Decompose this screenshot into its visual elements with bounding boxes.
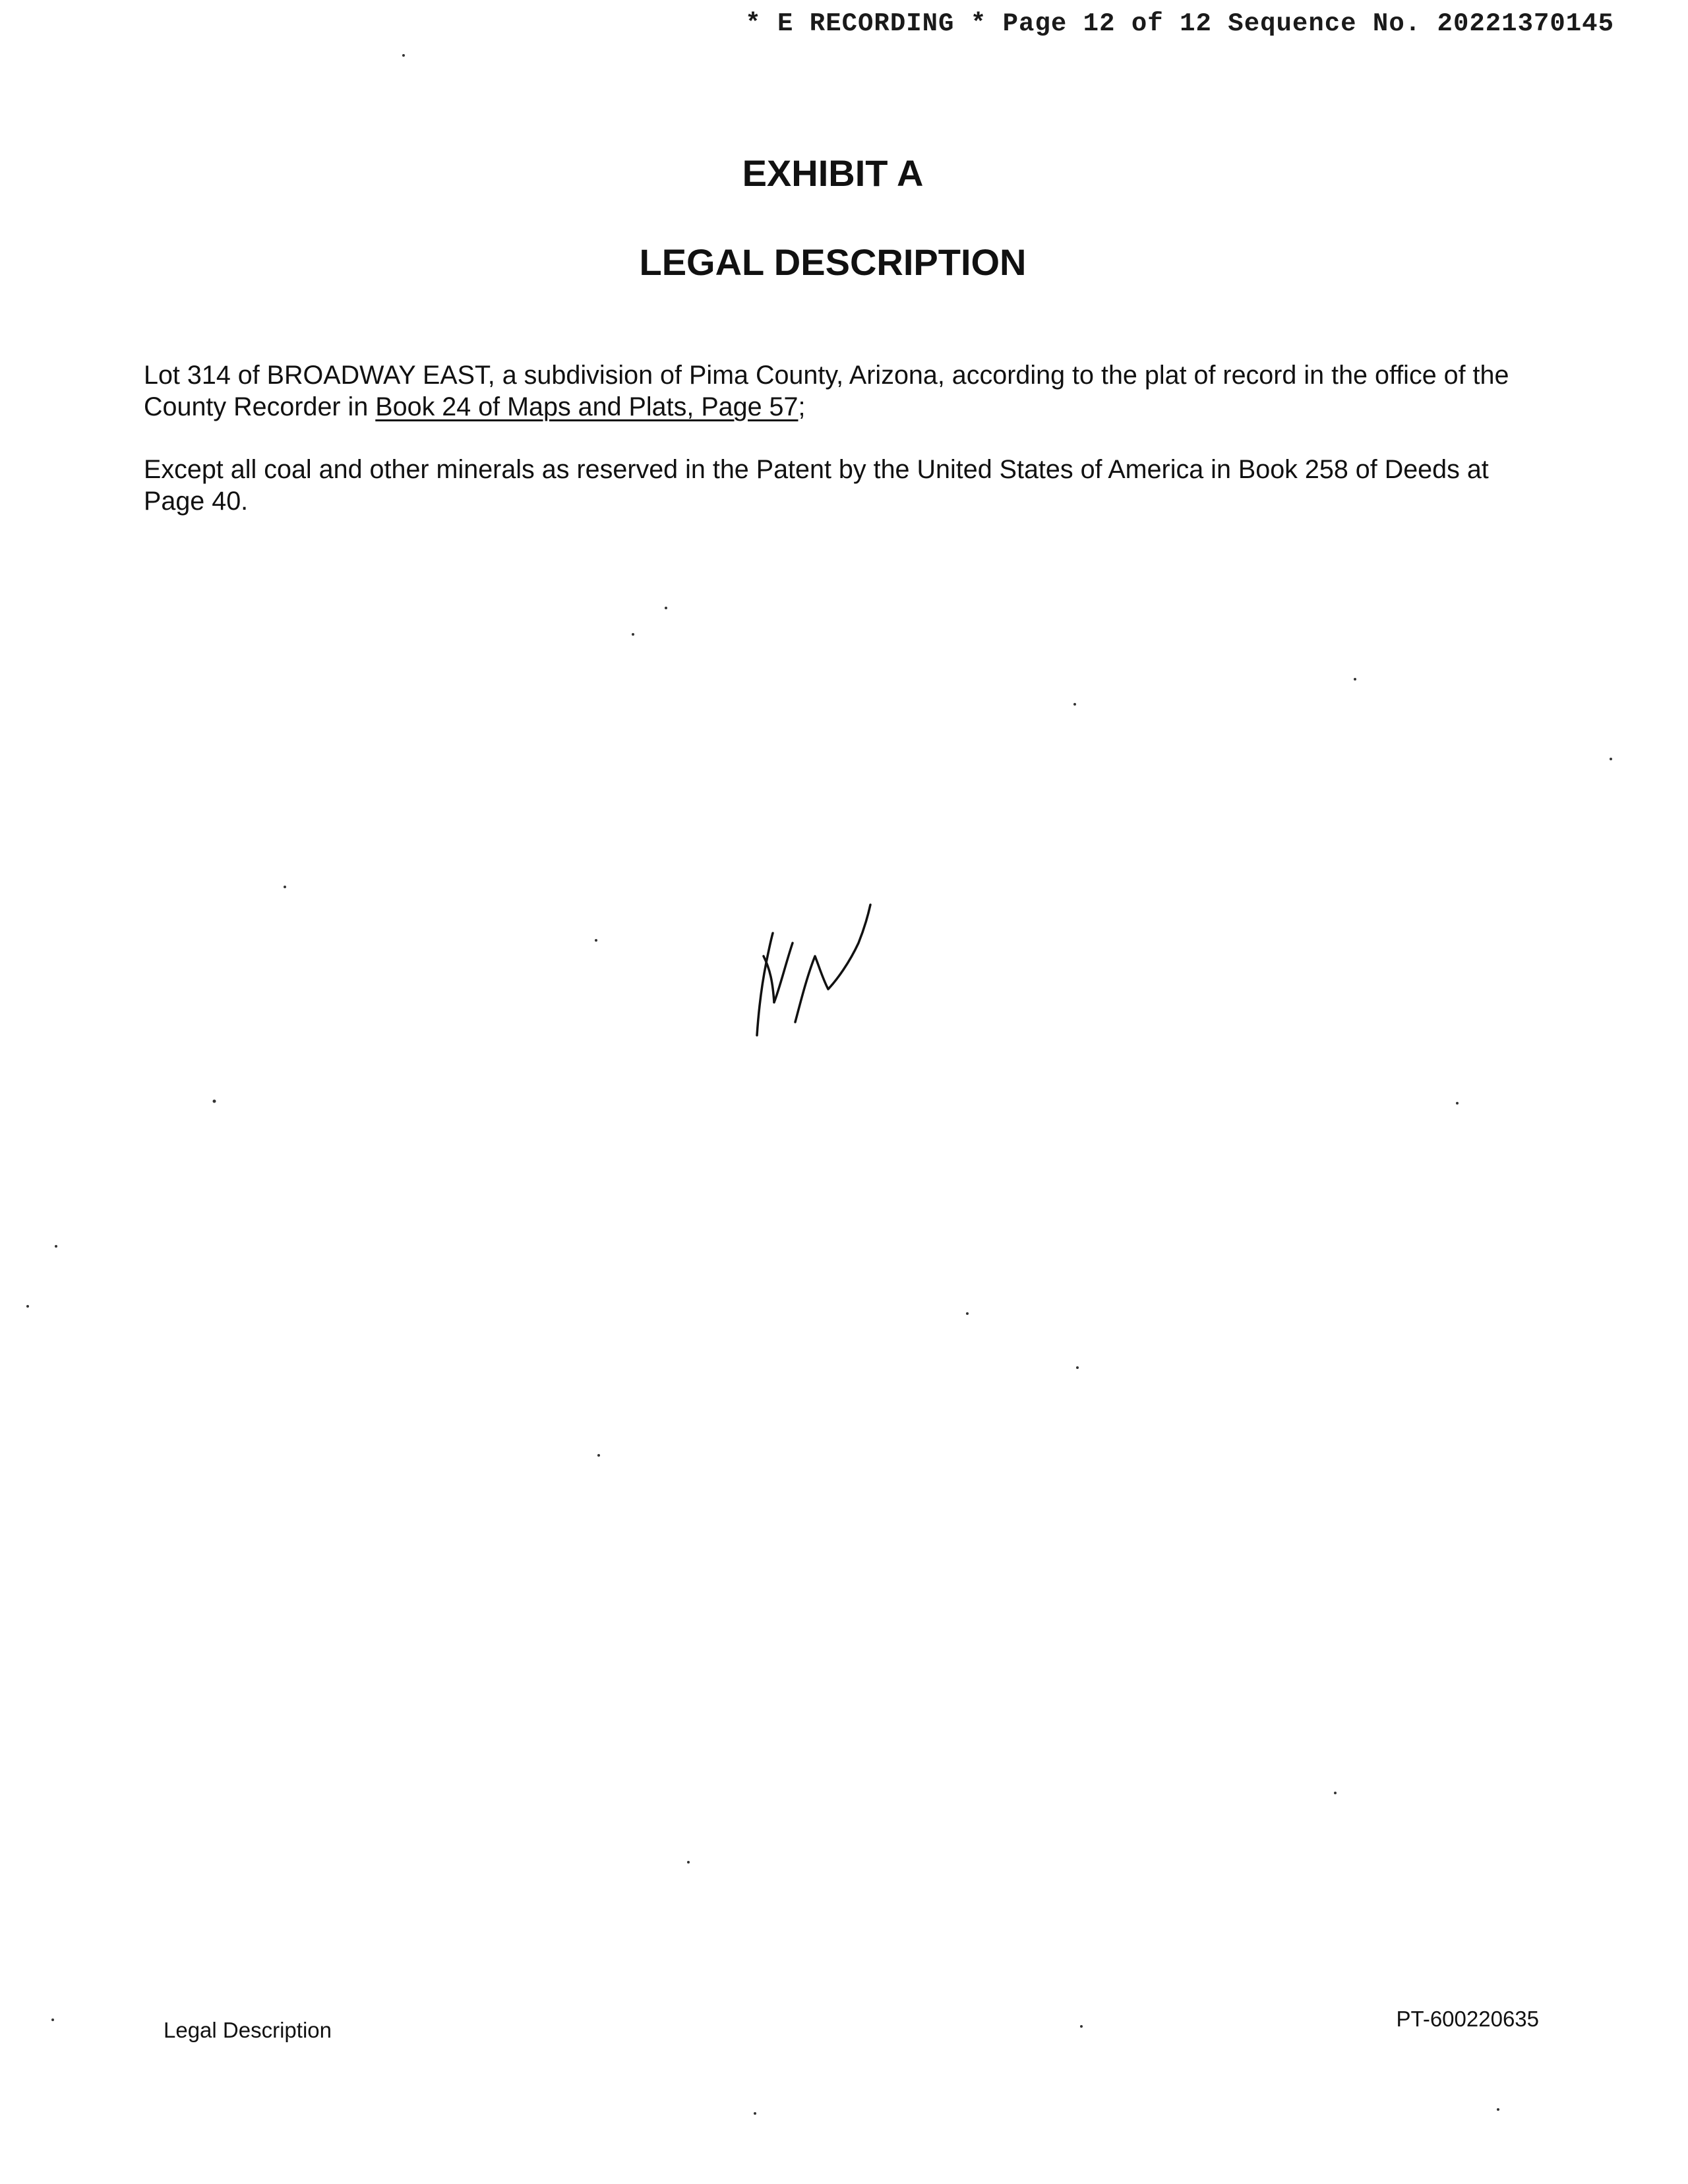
lot-description-text: Lot 314 of BROADWAY EAST, a subdivision of Pima County, Arizona, according to the plat of record in the office of the County Recorder in <box>144 361 1509 421</box>
legal-description-heading: LEGAL DESCRIPTION <box>639 241 1027 283</box>
footer-document-number: PT-600220635 <box>1396 2007 1539 2031</box>
legal-description-paragraph <box>144 359 1542 423</box>
plat-book-reference: Book 24 of Maps and Plats, Page 57 <box>375 392 799 421</box>
handwritten-initials-signature <box>732 890 903 1055</box>
recording-header: * E RECORDING * Page 12 of 12 Sequence No. 20221370145 <box>745 9 1614 38</box>
mineral-exception-paragraph: Except all coal and other minerals as reserved in the Patent by the United States of America in Book 258 of Deeds at Page 40. <box>144 455 1489 516</box>
footer-section-label: Legal Description <box>164 2018 332 2042</box>
exhibit-title: EXHIBIT A <box>742 152 924 194</box>
paragraph-end-punctuation: ; <box>798 392 806 421</box>
